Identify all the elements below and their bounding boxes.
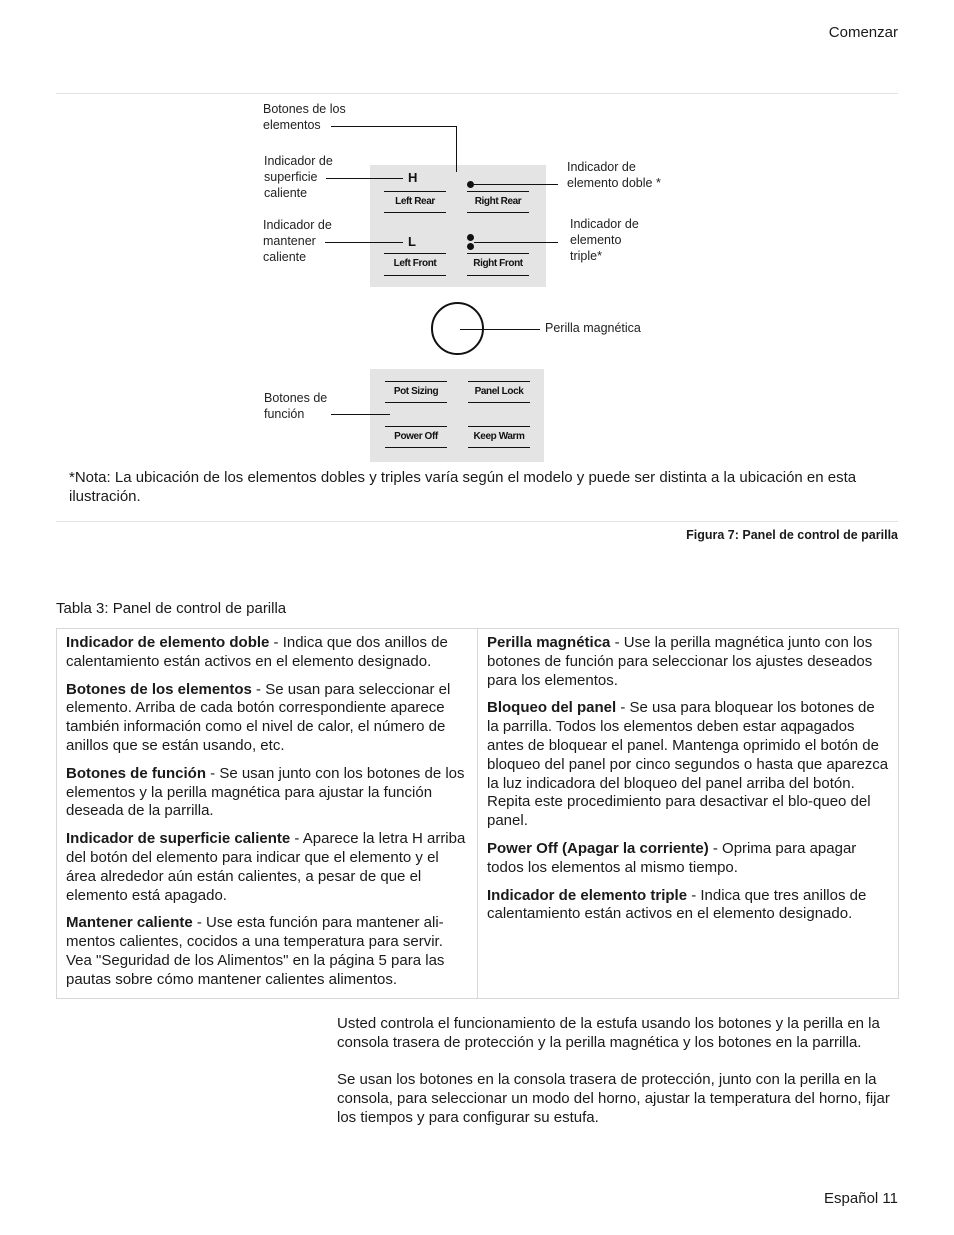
entry-desc: - Oprima para apagar todos los elementos al mismo tiempo. [487,839,857,876]
keep-warm-button[interactable]: Keep Warm [473,431,525,442]
table-entry [487,699,889,831]
figure-note: *Nota: La ubicación de los elementos dobles y triples varía según el modelo y puede ser distinta a la ubicación en esta ilustración. [69,469,857,505]
label-magnetic-knob: Perilla magnética [545,321,641,335]
table-entry [66,914,468,989]
callout-line [474,184,558,185]
entry-term: Bloqueo del panel [487,699,617,717]
button-divider [468,426,530,427]
button-divider [384,275,446,276]
label-hot-surface: Indicador de superficie caliente [264,154,333,200]
entry-term: Perilla magnética [487,634,611,651]
right-rear-button[interactable]: Right Rear [474,196,522,207]
entry-term: Indicador de superficie caliente [66,830,291,848]
callout-line [456,126,457,172]
callout-line [460,329,540,330]
entry-desc: - Use la perilla magnética junto con los botones de función para seleccionar los ajustes deseados para los elementos. [487,634,873,689]
keep-warm-indicator: L [408,234,416,249]
label-element-buttons: Botones de los elementos [263,102,346,132]
entry-term: Power Off (Apagar la corriente) [487,839,709,857]
entry-term: Botones de función [66,764,206,782]
triple-element-dot [467,243,474,250]
button-divider [467,212,529,213]
control-panel-table [56,628,899,999]
table-entry [66,830,468,905]
table-entry [487,634,889,690]
callout-line [325,242,403,243]
label-dual-element: Indicador de elemento doble * [567,160,661,190]
body-paragraph: Se usan los botones en la consola trasera de protección, junto con la perilla en la consola, para seleccionar un modo del horno, ajustar la temperatura del horno, fijar los tiempos y para configurar su estufa. [337,1071,890,1126]
entry-term: Indicador de elemento doble [66,634,270,651]
top-divider [56,93,898,94]
button-divider [384,253,446,254]
entry-desc: - Se usan para seleccionar el elemento. Arriba de cada botón correspondiente aparece también información como el nivel de calor, el número de anillos que se están usando, etc. [66,680,451,754]
power-off-button[interactable]: Power Off [394,431,438,442]
callout-line [331,414,390,415]
entry-term: Botones de los elementos [66,680,252,698]
entry-term: Indicador de elemento triple [487,886,688,904]
label-keep-warm-indicator: Indicador de mantener caliente [263,218,332,264]
table-entry [487,840,889,878]
entry-desc: - Indica que dos anillos de calentamiento están activos en el elemento designado. [66,634,448,670]
button-divider [468,447,530,448]
table-entry [66,765,468,821]
right-front-button[interactable]: Right Front [473,258,523,269]
entry-desc: - Se usan junto con los botones de los elementos y la perilla magnética para ajustar la función deseada de la parrilla. [66,764,465,820]
triple-element-dot [467,234,474,241]
left-front-button[interactable]: Left Front [393,258,437,269]
callout-line [326,178,403,179]
button-divider [468,381,530,382]
button-divider [467,275,529,276]
table-cell-left [57,629,478,999]
table-entry [487,887,889,925]
section-title: Comenzar [828,24,898,41]
entry-desc: - Aparece la letra H arriba del botón del elemento para indicar que el elemento y el área alrededor aún están calientes, a pesar de que el elemento está apagado. [66,830,466,904]
entry-desc: - Se usa para bloquear los botones de la parrilla. Todos los elementos deben estar aqpagados antes de bloquear el panel. Mantenga oprimido el botón de bloqueo del panel por cinco segundos o hasta que aparezca la luz indicadora del bloqueo del panel arriba del botón. Repita este procedimiento para desactivar el blo-queo del panel. [487,699,889,830]
entry-desc: - Indica que tres anillos de calentamiento están activos en el elemento designado. [487,886,867,923]
button-divider [468,402,530,403]
page-number: Español 11 [824,1190,898,1207]
button-divider [467,191,529,192]
button-divider [467,253,529,254]
label-triple-element: Indicador de elemento triple* [570,217,639,263]
table-entry [66,634,468,672]
table-cell-right [478,629,899,999]
table-entry [66,681,468,756]
table-caption: Tabla 3: Panel de control de parilla [56,600,287,617]
entry-term: Mantener caliente [66,914,193,932]
button-divider [385,402,447,403]
pot-sizing-button[interactable]: Pot Sizing [393,386,439,397]
label-function-buttons: Botones de función [264,391,328,421]
button-divider [384,212,446,213]
body-paragraph: Usted controla el funcionamiento de la estufa usando los botones y la perilla en la consola trasera de protección y la perilla magnética y los botones en la parrilla. [337,1015,880,1051]
button-divider [385,447,447,448]
left-rear-button[interactable]: Left Rear [395,196,435,207]
figure-caption: Figura 7: Panel de control de parilla [686,528,898,542]
callout-line [331,126,456,127]
figure-divider [56,521,898,522]
button-divider [385,381,447,382]
button-divider [385,426,447,427]
button-divider [384,191,446,192]
panel-lock-button[interactable]: Panel Lock [474,386,524,397]
callout-line [474,242,558,243]
function-panel [370,369,544,462]
entry-desc: - Use esta función para mantener ali-mentos calientes, cocidos a una temperatura para servir. Vea "Seguridad de los Alimentos" en la página 5 para las pautas sobre cómo mantener calientes alimentos. [66,914,445,988]
dual-element-dot [467,181,474,188]
hot-surface-indicator: H [408,170,418,185]
